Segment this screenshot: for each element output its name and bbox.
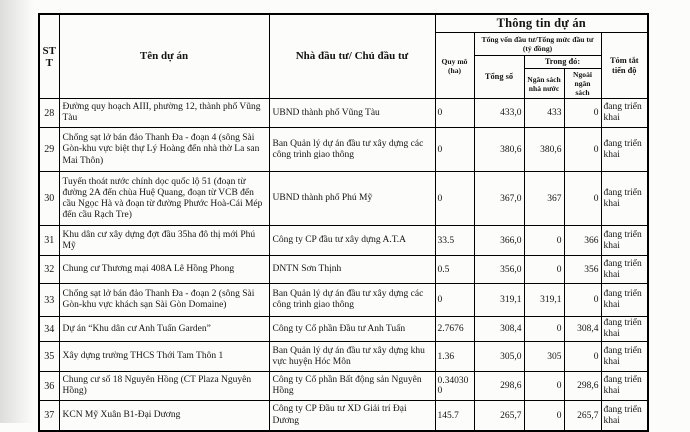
state-budget-value: 0 xyxy=(524,256,564,284)
investor-name: Ban Quản lý dự án đầu tư xây dựng khu vực huyện Hóc Môn xyxy=(269,342,435,372)
table-row xyxy=(39,401,648,431)
scale-value: 0 xyxy=(435,99,474,128)
table-row xyxy=(39,226,648,256)
state-budget-value: 319,1 xyxy=(524,284,564,317)
project-name: Chung cư Thương mại 408A Lê Hồng Phong xyxy=(59,256,269,284)
row-number: 36 xyxy=(39,372,59,401)
row-number: 32 xyxy=(39,256,59,284)
table-row xyxy=(39,284,648,317)
investor-name: Công ty CP đầu tư xây dựng A.T.A xyxy=(269,226,435,256)
scale-value: 145.7 xyxy=(435,401,474,431)
scanned-document-page xyxy=(38,13,649,432)
project-name: Đường quy hoạch AIII, phường 12, thành phố Vũng Tàu xyxy=(59,99,269,128)
state-budget-value: 0 xyxy=(524,317,564,342)
table-body xyxy=(39,99,648,431)
progress-status: đang triển khai xyxy=(601,317,648,342)
total-capital-value: 265,7 xyxy=(474,401,524,431)
investor-name: DNTN Sơn Thịnh xyxy=(269,256,435,284)
column-header-stt: STT xyxy=(39,14,59,99)
column-header-total: Tổng số xyxy=(474,56,524,99)
progress-status: đang triển khai xyxy=(601,99,648,128)
row-number: 34 xyxy=(39,317,59,342)
column-header-progress: Tóm tắt tiến độ xyxy=(601,33,648,99)
investor-name: Ban Quản lý dự án đầu tư xây dựng các công trình giao thông xyxy=(269,284,435,317)
state-budget-value: 0 xyxy=(524,372,564,401)
table-row xyxy=(39,99,648,128)
state-budget-value: 0 xyxy=(524,226,564,256)
total-capital-value: 367,0 xyxy=(474,172,524,226)
scale-value: 0 xyxy=(435,284,474,317)
column-group-project-info: Thông tin dự án xyxy=(435,14,648,33)
investor-name: Công ty CP Đầu tư XD Giải trí Đại Dương xyxy=(269,401,435,431)
progress-status: đang triển khai xyxy=(601,284,648,317)
scale-value: 0.340300 xyxy=(435,372,474,401)
non-budget-value: 0 xyxy=(564,284,601,317)
state-budget-value: 0 xyxy=(524,401,564,431)
table-header xyxy=(39,14,648,99)
investor-name: UBND thành phố Vũng Tàu xyxy=(269,99,435,128)
non-budget-value: 366 xyxy=(564,226,601,256)
row-number: 30 xyxy=(39,172,59,226)
non-budget-value: 308,4 xyxy=(564,317,601,342)
non-budget-value: 0 xyxy=(564,128,601,172)
table-row xyxy=(39,256,648,284)
row-number: 28 xyxy=(39,99,59,128)
total-capital-value: 298,6 xyxy=(474,372,524,401)
state-budget-value: 380,6 xyxy=(524,128,564,172)
total-capital-value: 319,1 xyxy=(474,284,524,317)
column-header-non-budget: Ngoài ngân sách xyxy=(564,69,601,99)
project-name: Tuyến thoát nước chính dọc quốc lộ 51 (đoạn từ đường 2A đến chùa Huệ Quang, đoạn từ VCB đến cầu Ngọc Hà và đoạn từ đường Phước Hoà-Cái Mép đến cầu Rạch Tre) xyxy=(59,172,269,226)
non-budget-value: 0 xyxy=(564,342,601,372)
non-budget-value: 356 xyxy=(564,256,601,284)
row-number: 37 xyxy=(39,401,59,431)
total-capital-value: 380,6 xyxy=(474,128,524,172)
project-name: Chung cư số 18 Nguyên Hồng (CT Plaza Nguyên Hồng) xyxy=(59,372,269,401)
column-group-total-capital: Tổng vốn đầu tư/Tổng mức đầu tư (tỷ đồng) xyxy=(474,33,601,56)
total-capital-value: 356,0 xyxy=(474,256,524,284)
non-budget-value: 298,6 xyxy=(564,372,601,401)
state-budget-value: 367 xyxy=(524,172,564,226)
project-name: Chống sạt lở bán đảo Thanh Đa - đoạn 2 (sông Sài Gòn-khu vực khách sạn Sài Gòn Domaine) xyxy=(59,284,269,317)
progress-status: đang triển khai xyxy=(601,256,648,284)
column-header-scale: Quy mô (ha) xyxy=(435,33,474,99)
total-capital-value: 433,0 xyxy=(474,99,524,128)
column-header-state-budget: Ngân sách nhà nước xyxy=(524,69,564,99)
project-info-table xyxy=(38,13,649,432)
row-number: 35 xyxy=(39,342,59,372)
investor-name: Công ty Cổ phần Bất động sản Nguyên Hồng xyxy=(269,372,435,401)
column-header-investor: Nhà đầu tư/ Chủ đầu tư xyxy=(269,14,435,99)
investor-name: UBND thành phố Phú Mỹ xyxy=(269,172,435,226)
table-row xyxy=(39,372,648,401)
investor-name: Công ty Cổ phần Đầu tư Anh Tuấn xyxy=(269,317,435,342)
scale-value: 0 xyxy=(435,172,474,226)
table-row xyxy=(39,172,648,226)
scale-value: 33.5 xyxy=(435,226,474,256)
total-capital-value: 366,0 xyxy=(474,226,524,256)
row-number: 31 xyxy=(39,226,59,256)
project-name: Chống sạt lở bán đảo Thanh Đa - đoạn 4 (sông Sài Gòn-khu vực biệt thự Lý Hoàng đến nhà thờ La san Mai Thôn) xyxy=(59,128,269,172)
non-budget-value: 265,7 xyxy=(564,401,601,431)
table-row xyxy=(39,317,648,342)
state-budget-value: 433 xyxy=(524,99,564,128)
scale-value: 0.5 xyxy=(435,256,474,284)
progress-status: đang triển khai xyxy=(601,401,648,431)
scale-value: 2.7676 xyxy=(435,317,474,342)
progress-status: đang triển khai xyxy=(601,172,648,226)
progress-status: đang triển khai xyxy=(601,372,648,401)
non-budget-value: 0 xyxy=(564,99,601,128)
scale-value: 1.36 xyxy=(435,342,474,372)
column-header-project-name: Tên dự án xyxy=(59,14,269,99)
row-number: 29 xyxy=(39,128,59,172)
column-group-of-which: Trong đó: xyxy=(524,56,601,69)
investor-name: Ban Quản lý dự án đầu tư xây dựng các công trình giao thông xyxy=(269,128,435,172)
table-row xyxy=(39,128,648,172)
state-budget-value: 305 xyxy=(524,342,564,372)
total-capital-value: 308,4 xyxy=(474,317,524,342)
table-row xyxy=(39,342,648,372)
project-name: KCN Mỹ Xuân B1-Đại Dương xyxy=(59,401,269,431)
project-name: Dự án “Khu dân cư Anh Tuấn Garden” xyxy=(59,317,269,342)
progress-status: đang triển khai xyxy=(601,342,648,372)
progress-status: đang triển khai xyxy=(601,128,648,172)
project-name: Xây dựng trường THCS Thới Tam Thôn 1 xyxy=(59,342,269,372)
non-budget-value: 0 xyxy=(564,172,601,226)
scale-value: 0 xyxy=(435,128,474,172)
total-capital-value: 305,0 xyxy=(474,342,524,372)
row-number: 33 xyxy=(39,284,59,317)
project-name: Khu dân cư xây dựng đợt đầu 35ha đô thị mới Phú Mỹ xyxy=(59,226,269,256)
progress-status: đang triển khai xyxy=(601,226,648,256)
